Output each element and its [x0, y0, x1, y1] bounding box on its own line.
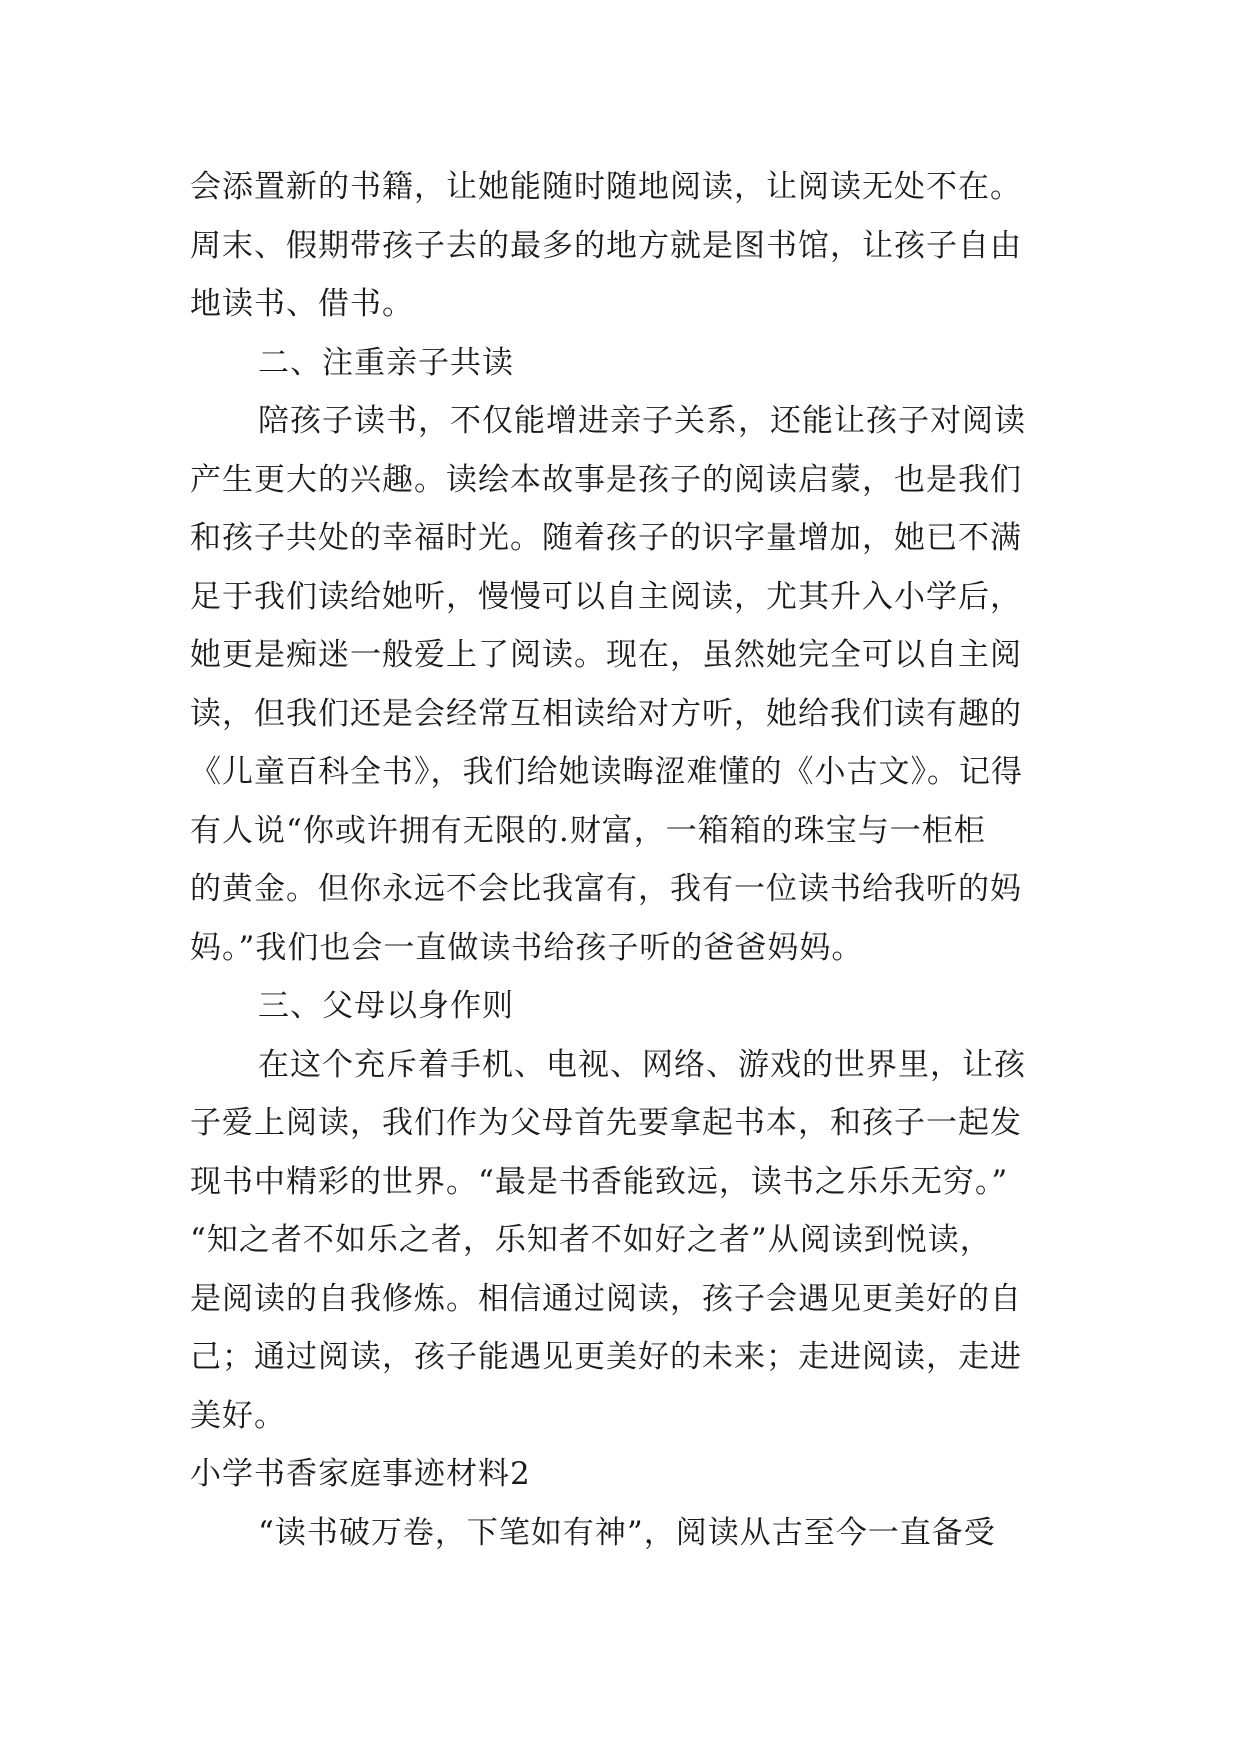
- paragraph-line: 会添置新的书籍，让她能随时随地阅读，让阅读无处不在。: [190, 169, 1022, 205]
- paragraph-line: 妈。”我们也会一直做读书给孩子听的爸爸妈妈。: [190, 929, 864, 966]
- paragraph-line: 在这个充斥着手机、电视、网络、游戏的世界里，让孩: [258, 1046, 1026, 1083]
- paragraph-line: 现书中精彩的世界。“最是书香能致远，读书之乐乐无穷。”: [190, 1163, 1009, 1200]
- paragraph-line: “读书破万卷，下笔如有神”，阅读从古至今一直备受: [258, 1514, 996, 1551]
- paragraph-line: 产生更大的兴趣。读绘本故事是孩子的阅读启蒙，也是我们: [190, 461, 1022, 498]
- paragraph-line: 是阅读的自我修炼。相信通过阅读，孩子会遇见更美好的自: [190, 1280, 1022, 1317]
- paragraph-line: 她更是痴迷一般爱上了阅读。现在，虽然她完全可以自主阅: [190, 637, 1022, 673]
- paragraph-line: 《儿童百科全书》，我们给她读晦涩难懂的《小古文》。记得: [190, 754, 1023, 790]
- paragraph-line: 美好。: [190, 1397, 286, 1434]
- paragraph-line: 子爱上阅读，我们作为父母首先要拿起书本，和孩子一起发: [190, 1105, 1022, 1141]
- paragraph-line: 陪孩子读书，不仅能增进亲子关系，还能让孩子对阅读: [258, 403, 1026, 439]
- document-body: [190, 158, 1070, 1562]
- paragraph-line: 足于我们读给她听，慢慢可以自主阅读，尤其升入小学后，: [190, 578, 1022, 615]
- paragraph-line: 的黄金。但你永远不会比我富有，我有一位读书给我听的妈: [190, 871, 1022, 907]
- document-title-2: 小学书香家庭事迹材料2: [190, 1456, 531, 1492]
- section-heading-2: 二、注重亲子共读: [258, 344, 514, 381]
- paragraph-line: 地读书、借书。: [190, 286, 414, 322]
- paragraph-line: 和孩子共处的幸福时光。随着孩子的识字量增加，她已不满: [190, 520, 1022, 556]
- paragraph-line: “知之者不如乐之者，乐知者不如好之者”从阅读到悦读，: [190, 1222, 992, 1258]
- paragraph-line: 有人说“你或许拥有无限的.财富，一箱箱的珠宝与一柜柜: [190, 812, 986, 849]
- paragraph-line: 周末、假期带孩子去的最多的地方就是图书馆，让孩子自由: [190, 227, 1022, 264]
- paragraph-line: 读，但我们还是会经常互相读给对方听，她给我们读有趣的: [190, 695, 1022, 732]
- section-heading-3: 三、父母以身作则: [258, 988, 514, 1024]
- paragraph-line: 己；通过阅读，孩子能遇见更美好的未来；走进阅读，走进: [190, 1339, 1022, 1375]
